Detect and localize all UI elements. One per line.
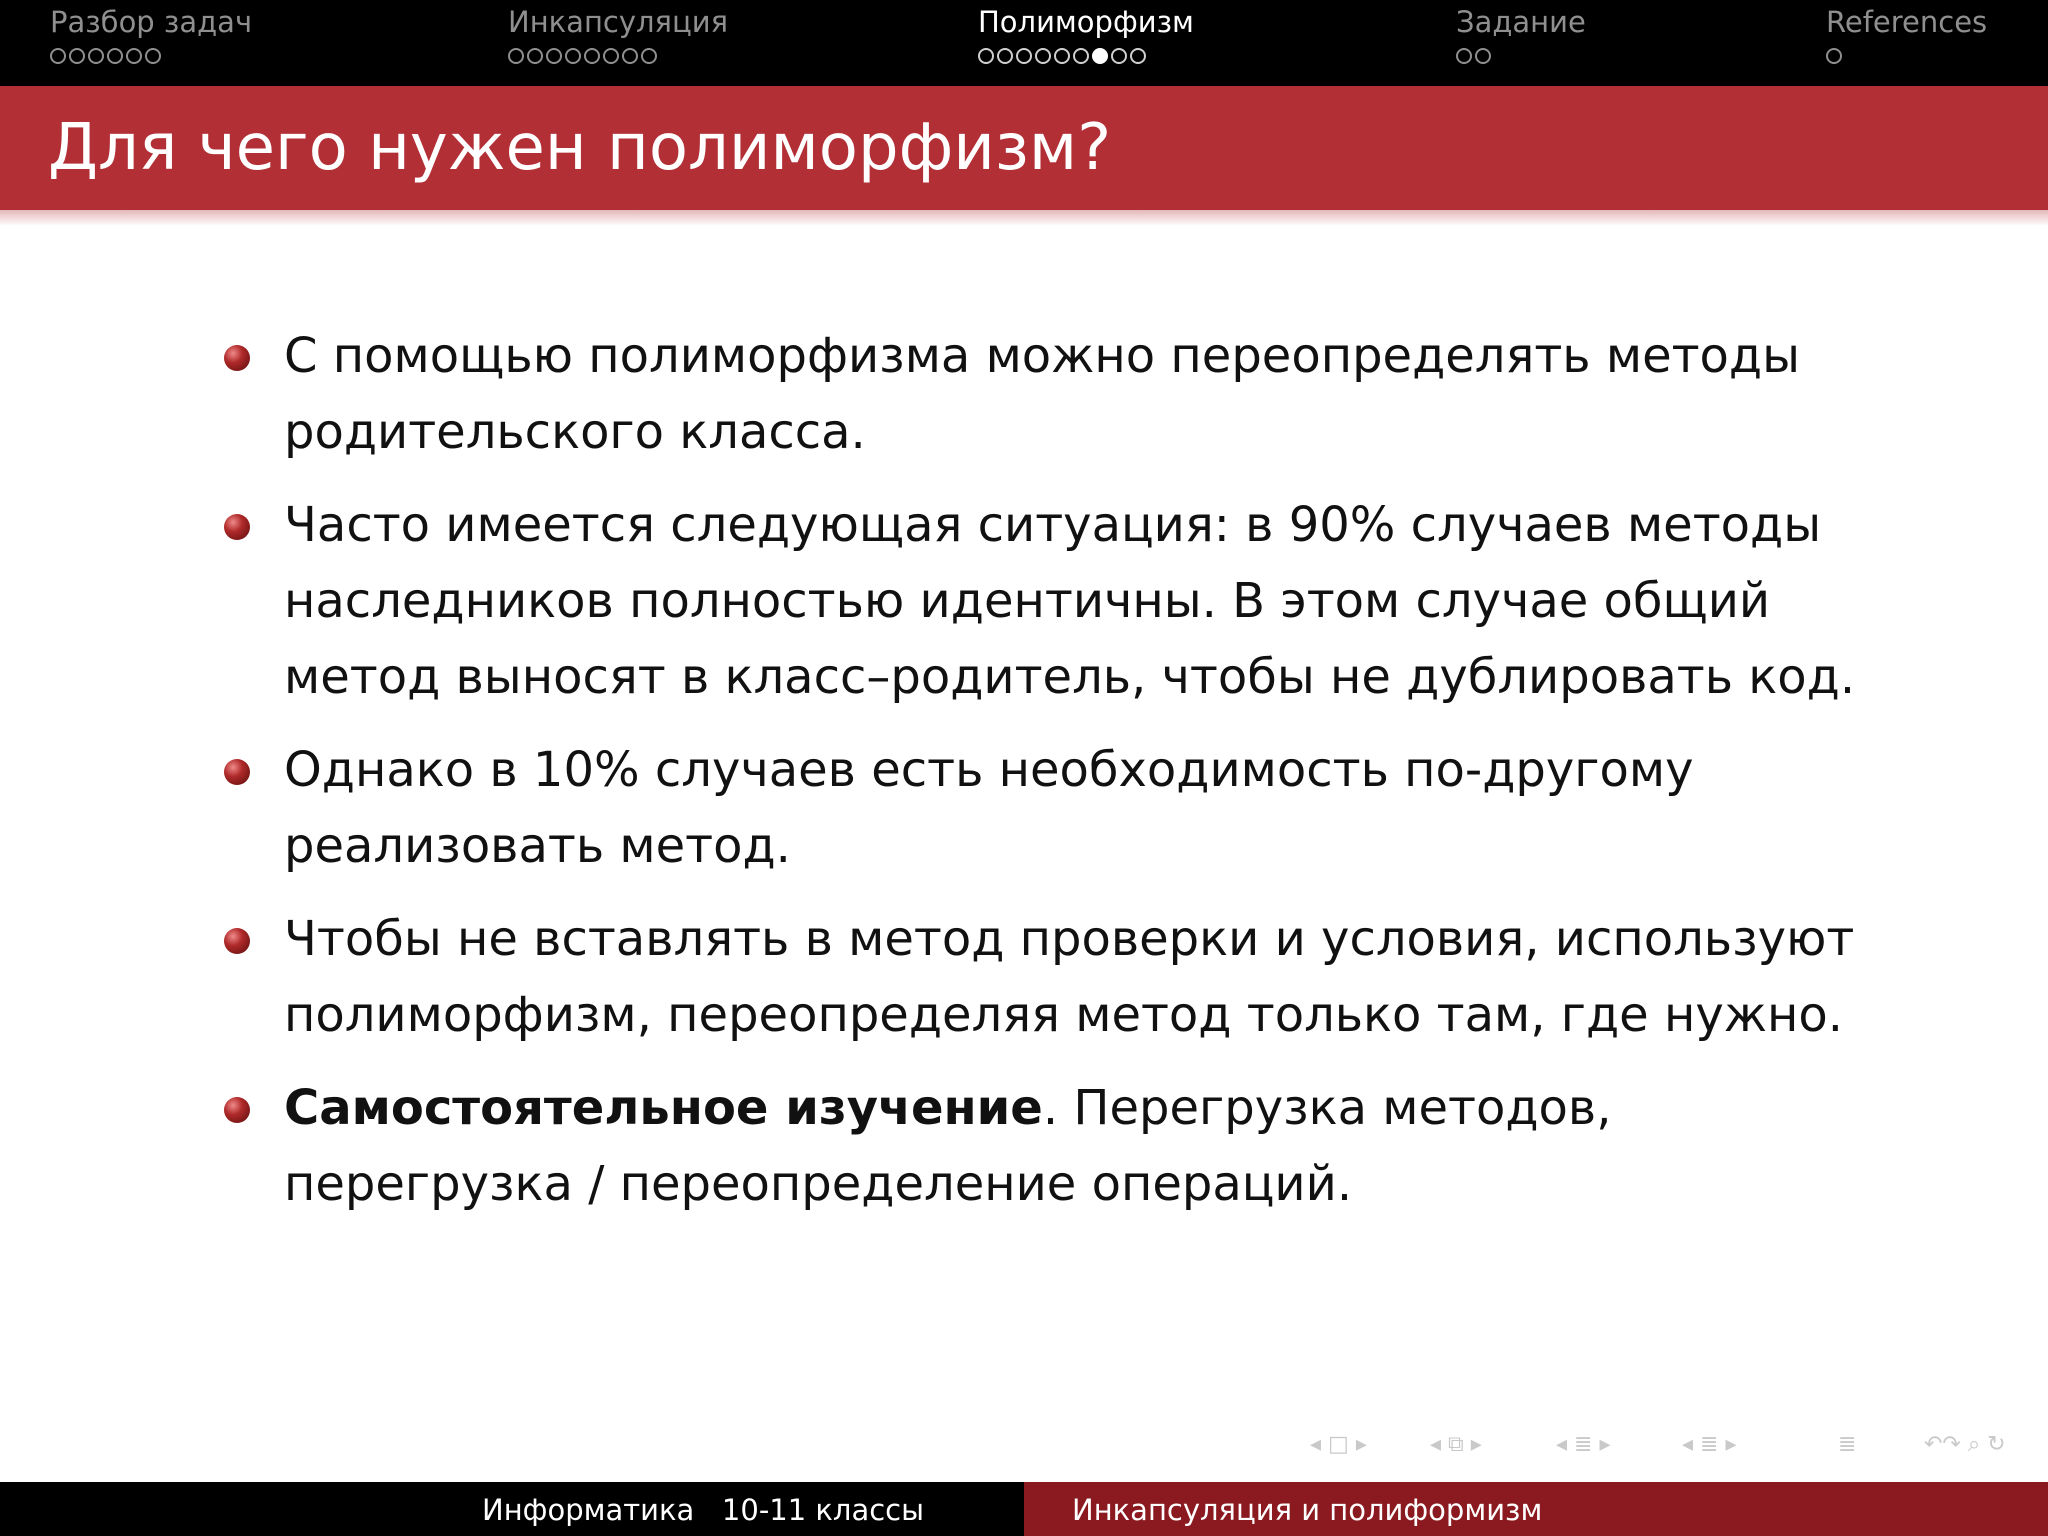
section-nav-icon[interactable]: ◂ ≣ ▸ bbox=[1556, 1432, 1611, 1457]
slide-dot[interactable] bbox=[107, 48, 123, 64]
section-navigation-bar bbox=[0, 0, 2048, 86]
slide-dot[interactable] bbox=[622, 48, 638, 64]
slide-dot[interactable] bbox=[1826, 48, 1842, 64]
nav-slide-dots bbox=[1826, 48, 1987, 64]
frame-nav-icon[interactable]: ◂ □ ▸ bbox=[1310, 1432, 1367, 1457]
slide-dot[interactable] bbox=[508, 48, 524, 64]
nav-section-label: Задание bbox=[1456, 5, 1586, 39]
footer-course bbox=[0, 1482, 1024, 1536]
slide-dot[interactable] bbox=[69, 48, 85, 64]
nav-slide-dots bbox=[978, 48, 1194, 64]
slide-dot[interactable] bbox=[546, 48, 562, 64]
nav-section-razbor[interactable] bbox=[50, 4, 252, 64]
slide-dot[interactable] bbox=[1111, 48, 1127, 64]
slide-dot[interactable] bbox=[1130, 48, 1146, 64]
slide-dot[interactable] bbox=[50, 48, 66, 64]
list-item bbox=[222, 487, 1902, 715]
toc-icon[interactable]: ≣ bbox=[1838, 1432, 1857, 1457]
navigation-symbols bbox=[1300, 1432, 2040, 1468]
slide-dot[interactable] bbox=[978, 48, 994, 64]
slide-dot[interactable] bbox=[565, 48, 581, 64]
bullet-text: С помощью полиморфизма можно переопределять методы родительского класса. bbox=[284, 328, 1801, 460]
slide-dot[interactable] bbox=[527, 48, 543, 64]
nav-section-polymorphism[interactable] bbox=[978, 4, 1194, 64]
bullet-bold-lead: Самостоятельное изучение bbox=[284, 1080, 1043, 1136]
bullet-text: Часто имеется следующая ситуация: в 90% случаев методы наследников полностью идентичны. В этом случае общий метод выносят в класс–родитель, чтобы не дублировать код. bbox=[284, 497, 1856, 705]
nav-slide-dots bbox=[1456, 48, 1586, 64]
slide-dot[interactable] bbox=[1073, 48, 1089, 64]
list-item bbox=[222, 901, 1902, 1053]
bullet-text bbox=[284, 1070, 1902, 1222]
nav-section-label: References bbox=[1826, 5, 1988, 39]
nav-section-label: Полиморфизм bbox=[978, 5, 1194, 39]
slide-dot[interactable] bbox=[603, 48, 619, 64]
bullet-ball-icon bbox=[224, 928, 250, 954]
slide-dot[interactable] bbox=[126, 48, 142, 64]
list-item bbox=[222, 318, 1902, 470]
nav-section-label: Разбор задач bbox=[50, 5, 253, 39]
search-undo-icon[interactable]: ↶↷ ⌕ ↻ bbox=[1924, 1432, 2006, 1457]
bullet-ball-icon bbox=[224, 345, 250, 371]
slide-dot[interactable] bbox=[1016, 48, 1032, 64]
slide-dot[interactable] bbox=[1475, 48, 1491, 64]
slide-dot[interactable] bbox=[997, 48, 1013, 64]
bullet-text: Чтобы не вставлять в метод проверки и условия, используют полиморфизм, переопределяя метод только там, где нужно. bbox=[284, 911, 1855, 1043]
frame-title-bar bbox=[0, 86, 2048, 210]
nav-slide-dots bbox=[508, 48, 728, 64]
list-item bbox=[222, 1070, 1902, 1222]
bullet-ball-icon bbox=[224, 759, 250, 785]
slide-title: Для чего нужен полиморфизм? bbox=[48, 111, 1112, 185]
document-nav-icon[interactable]: ◂ ≣ ▸ bbox=[1682, 1432, 1737, 1457]
footer-topic bbox=[1024, 1482, 2048, 1536]
slide-dot[interactable] bbox=[1035, 48, 1051, 64]
footer-topic-text: Инкапсуляция и полиформизм bbox=[1072, 1493, 1543, 1527]
bullet-list bbox=[222, 318, 1902, 1239]
bullet-ball-icon bbox=[224, 1097, 250, 1123]
list-item bbox=[222, 732, 1902, 884]
slide-dot[interactable] bbox=[88, 48, 104, 64]
nav-section-references[interactable] bbox=[1826, 4, 1987, 64]
bullet-text: Однако в 10% случаев есть необходимость по-другому реализовать метод. bbox=[284, 742, 1694, 874]
footer-course-text: Информатика 10-11 классы bbox=[482, 1493, 925, 1527]
nav-section-encapsulation[interactable] bbox=[508, 4, 728, 64]
slide-dot[interactable] bbox=[145, 48, 161, 64]
nav-slide-dots bbox=[50, 48, 252, 64]
subsection-nav-icon[interactable]: ◂ ⧉ ▸ bbox=[1430, 1432, 1482, 1457]
slide-dot[interactable] bbox=[1054, 48, 1070, 64]
nav-section-assignment[interactable] bbox=[1456, 4, 1586, 64]
bullet-ball-icon bbox=[224, 514, 250, 540]
current-slide-dot[interactable] bbox=[1092, 48, 1108, 64]
nav-section-label: Инкапсуляция bbox=[508, 5, 729, 39]
slide-dot[interactable] bbox=[641, 48, 657, 64]
bullet-rest-text: . Перегрузка методов, перегрузка / переопределение операций. bbox=[284, 1080, 1612, 1212]
slide-dot[interactable] bbox=[584, 48, 600, 64]
slide-dot[interactable] bbox=[1456, 48, 1472, 64]
